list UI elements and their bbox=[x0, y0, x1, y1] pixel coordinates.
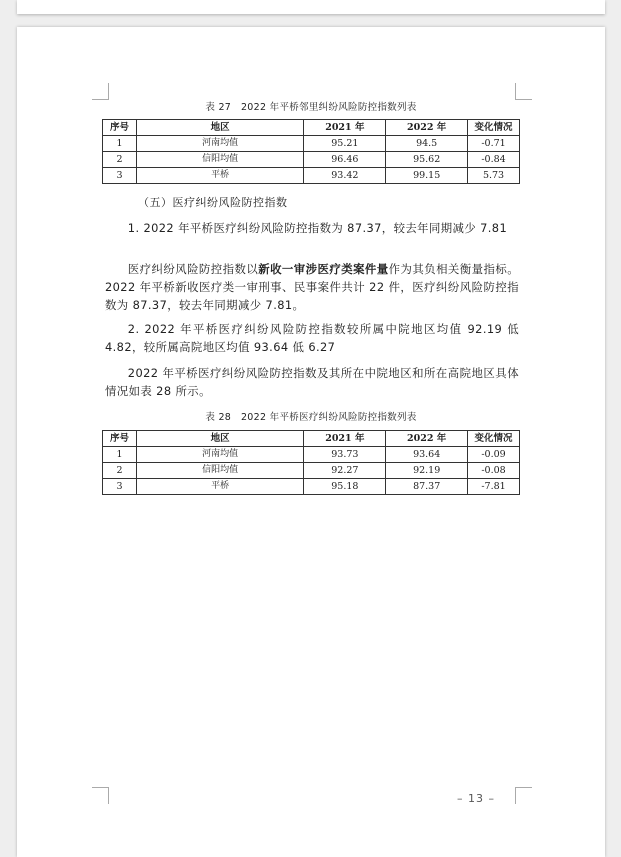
table-row bbox=[103, 479, 520, 495]
cell-2022: 87.37 bbox=[386, 479, 468, 495]
header-index: 序号 bbox=[103, 120, 137, 136]
cell-2021: 95.18 bbox=[304, 479, 386, 495]
cell-region: 河南均值 bbox=[136, 136, 304, 152]
paragraph-2-text-b: 作为其负相关衡量指标。2022 年平桥新收医疗类一审刑事、民事案件共计 22 件，医疗纠纷风险防控指数为 87.37，较去年同期减少 7.81。 bbox=[105, 262, 519, 312]
paragraph-2-bold: 新收一审涉医疗类案件量 bbox=[258, 262, 389, 276]
cell-2022: 92.19 bbox=[386, 463, 468, 479]
cell-region: 平桥 bbox=[136, 168, 304, 184]
cell-region: 信阳均值 bbox=[136, 463, 304, 479]
header-2021: 2021 年 bbox=[304, 120, 386, 136]
cell-index: 1 bbox=[103, 136, 137, 152]
cell-index: 3 bbox=[103, 479, 137, 495]
page-number: – 13 – bbox=[457, 792, 495, 805]
paragraph-4: 2022 年平桥医疗纠纷风险防控指数及其所在中院地区和所在高院地区具体情况如表 28 所示。 bbox=[105, 366, 519, 398]
paragraph-1: 1. 2022 年平桥医疗纠纷风险防控指数为 87.37，较去年同期减少 7.81 bbox=[127, 221, 508, 235]
table-row bbox=[103, 168, 520, 184]
cell-change: -0.08 bbox=[468, 463, 520, 479]
cell-2022: 94.5 bbox=[386, 136, 468, 152]
cell-change: -0.09 bbox=[468, 447, 520, 463]
cell-index: 3 bbox=[103, 168, 137, 184]
cell-index: 2 bbox=[103, 463, 137, 479]
crop-mark-top-left bbox=[92, 83, 109, 100]
cell-region: 信阳均值 bbox=[136, 152, 304, 168]
cell-2021: 96.46 bbox=[304, 152, 386, 168]
table-28-caption: 表 28 2022 年平桥医疗纠纷风险防控指数列表 bbox=[205, 412, 417, 423]
paragraph-3: 2. 2022 年平桥医疗纠纷风险防控指数较所属中院地区均值 92.19 低 4.82，较所属高院地区均值 93.64 低 6.27 bbox=[105, 322, 519, 354]
cell-2022: 95.62 bbox=[386, 152, 468, 168]
document-page bbox=[17, 27, 605, 857]
cell-2021: 95.21 bbox=[304, 136, 386, 152]
cell-2021: 92.27 bbox=[304, 463, 386, 479]
cell-change: 5.73 bbox=[468, 168, 520, 184]
cell-2022: 93.64 bbox=[386, 447, 468, 463]
cell-2021: 93.73 bbox=[304, 447, 386, 463]
table-28 bbox=[102, 430, 520, 495]
cell-change: -0.84 bbox=[468, 152, 520, 168]
header-2022: 2022 年 bbox=[386, 431, 468, 447]
cell-index: 2 bbox=[103, 152, 137, 168]
header-index: 序号 bbox=[103, 431, 137, 447]
table-row bbox=[103, 136, 520, 152]
crop-mark-bottom-right bbox=[515, 787, 532, 804]
paragraph-2 bbox=[105, 260, 519, 314]
crop-mark-top-right bbox=[515, 83, 532, 100]
cell-index: 1 bbox=[103, 447, 137, 463]
cell-change: -0.71 bbox=[468, 136, 520, 152]
cell-region: 河南均值 bbox=[136, 447, 304, 463]
table-row bbox=[103, 447, 520, 463]
table-27 bbox=[102, 119, 520, 184]
cell-region: 平桥 bbox=[136, 479, 304, 495]
crop-mark-bottom-left bbox=[92, 787, 109, 804]
header-region: 地区 bbox=[136, 431, 304, 447]
table-27-caption: 表 27 2022 年平桥邻里纠纷风险防控指数列表 bbox=[205, 102, 417, 113]
table-header-row bbox=[103, 120, 520, 136]
header-region: 地区 bbox=[136, 120, 304, 136]
cell-2021: 93.42 bbox=[304, 168, 386, 184]
cell-change: -7.81 bbox=[468, 479, 520, 495]
section-heading: （五）医疗纠纷风险防控指数 bbox=[138, 196, 288, 209]
header-2021: 2021 年 bbox=[304, 431, 386, 447]
header-change: 变化情况 bbox=[468, 120, 520, 136]
table-header-row bbox=[103, 431, 520, 447]
table-row bbox=[103, 463, 520, 479]
previous-page-edge bbox=[17, 0, 605, 14]
header-change: 变化情况 bbox=[468, 431, 520, 447]
paragraph-2-text-a: 医疗纠纷风险防控指数以 bbox=[127, 262, 259, 276]
cell-2022: 99.15 bbox=[386, 168, 468, 184]
table-row bbox=[103, 152, 520, 168]
header-2022: 2022 年 bbox=[386, 120, 468, 136]
